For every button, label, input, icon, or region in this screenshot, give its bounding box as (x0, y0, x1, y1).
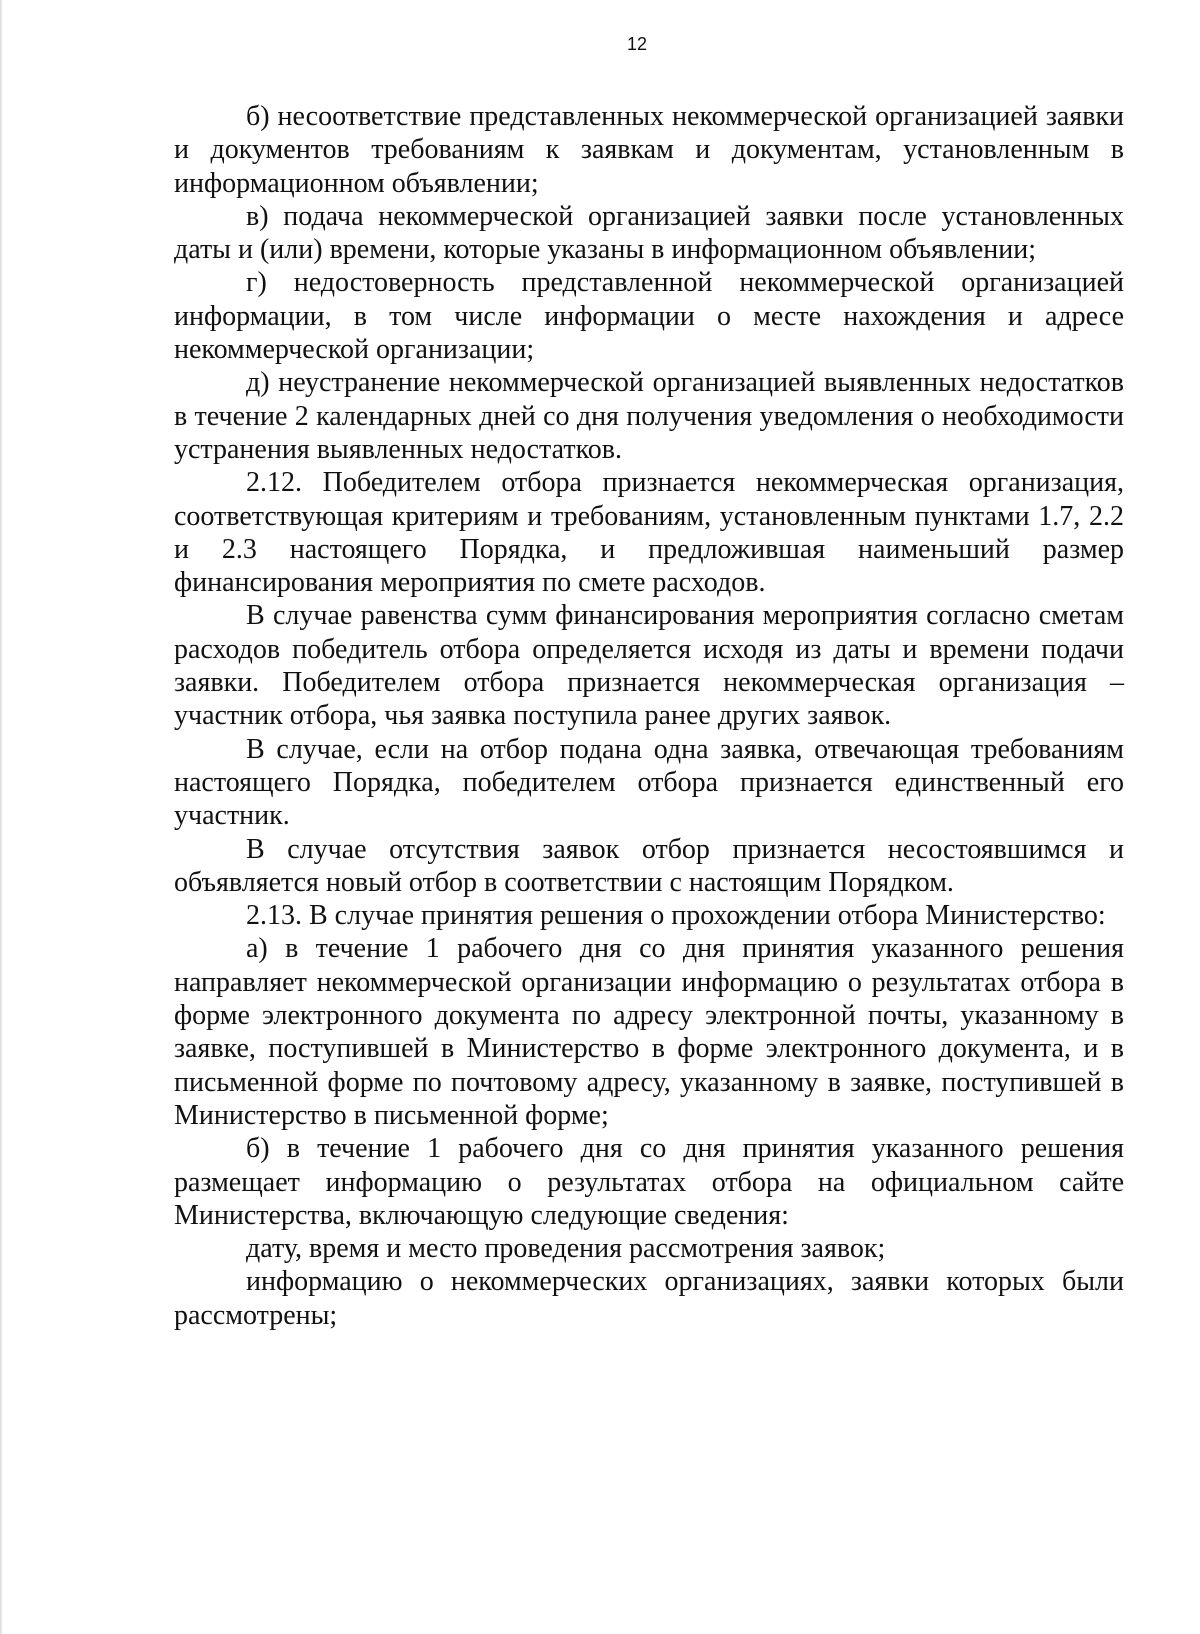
paragraph-single-application: В случае, если на отбор подана одна заявка, отвечающая требованиям настоящего Порядка, победителем отбора признается единственный его участник. (174, 733, 1124, 832)
page-number: 12 (626, 34, 648, 54)
paragraph-item-v-late-submission: в) подача некоммерческой организацией заявки после установленных даты и (или) времени, которые указаны в информационном объявлении; (174, 200, 1124, 266)
paragraph-item-d-uncorrected-defects: д) неустранение некоммерческой организацией выявленных недостатков в течение 2 календарных дней со дня получения уведомления о необходимости устранения выявленных недостатков. (174, 367, 1124, 465)
paragraph-item-b-publication: б) в течение 1 рабочего дня со дня принятия указанного решения размещает информацию о результатах отбора на официальном сайте Министерства, включающую следующие сведения: (174, 1133, 1124, 1231)
paragraph-clause-2-12: 2.12. Победителем отбора признается некоммерческая организация, соответствующая критериям и требованиям, установленным пунктами 1.7, 2.2 и 2.3 настоящего Порядка, и предложившая наименьший размер финансирования мероприятия по смете расходов. (174, 467, 1124, 599)
paragraph-item-g-unreliable-info: г) недостоверность представленной некоммерческой организацией информации, в том числе информации о месте нахождения и адресе некоммерческой организации; (174, 267, 1124, 366)
paragraph-equal-amounts: В случае равенства сумм финансирования мероприятия согласно сметам расходов победитель отбора определяется исходя из даты и времени подачи заявки. Победителем отбора признается некоммерческая организация – участник отбора, чья заявка поступила ранее других заявок. (174, 600, 1124, 732)
document-body (174, 100, 1124, 1332)
paragraph-clause-2-13: 2.13. В случае принятия решения о прохождении отбора Министерство: (246, 900, 1106, 932)
paragraph-item-a-notification: а) в течение 1 рабочего дня со дня принятия указанного решения направляет некоммерческой организации информацию о результатах отбора в форме электронного документа по адресу электронной почты, указанному в заявке, поступившей в Министерство в форме электронного документа, и в письменной форме по почтовому адресу, указанному в заявке, поступившей в Министерство в письменной форме; (174, 933, 1124, 1131)
scan-edge (0, 0, 3, 1634)
paragraph-organizations-info: информацию о некоммерческих организациях, заявки которых были рассмотрены; (174, 1266, 1124, 1331)
paragraph-item-b-nonconformity: б) несоответствие представленных некоммерческой организацией заявки и документов требованиям к заявкам и документам, установленным в информационном объявлении; (174, 101, 1124, 199)
paragraph-no-applications: В случае отсутствия заявок отбор признается несостоявшимся и объявляется новый отбор в соответствии с настоящим Порядком. (174, 833, 1124, 898)
paragraph-date-time-place: дату, время и место проведения рассмотрения заявок; (246, 1233, 886, 1265)
